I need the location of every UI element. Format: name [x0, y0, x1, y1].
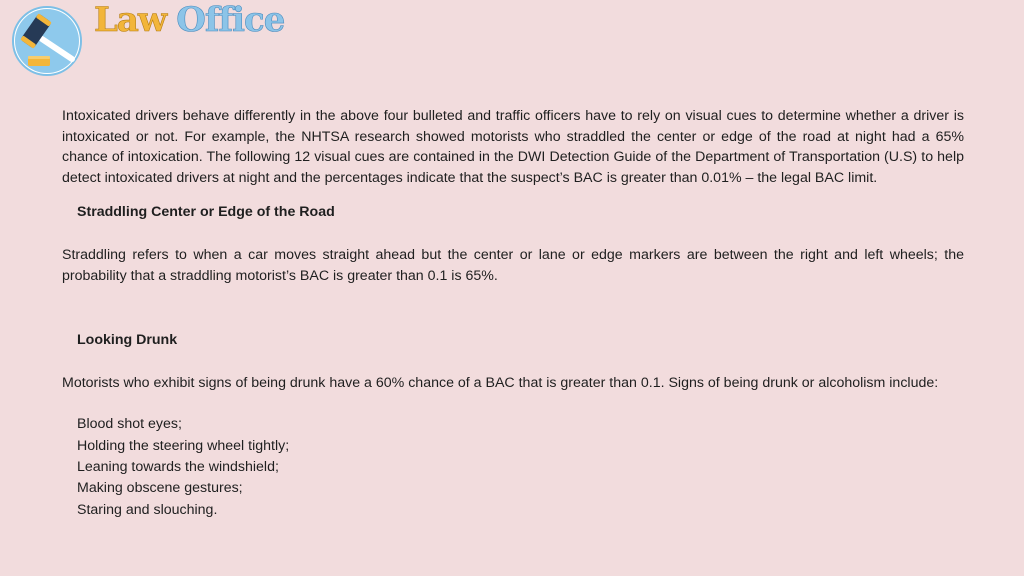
section-body-straddling: Straddling refers to when a car moves straight ahead but the center or lane or edge markers are between the right and left wheels; the probability that a straddling motorist’s BAC is greater than 0.1 is 65%.	[62, 246, 964, 284]
list-item: Holding the steering wheel tightly;	[77, 437, 290, 454]
section-heading-looking-drunk: Looking Drunk	[77, 332, 178, 349]
list-item: Making obscene gestures;	[77, 480, 243, 497]
list-item: Leaning towards the windshield;	[77, 458, 279, 475]
list-item: Staring and slouching.	[77, 501, 218, 518]
drunk-signs-list	[62, 414, 964, 520]
gavel-icon	[12, 1, 82, 79]
brand-title-law: Law	[94, 0, 167, 40]
section-heading-straddling: Straddling Center or Edge of the Road	[77, 204, 335, 221]
law-office-logo	[12, 1, 82, 79]
intro-paragraph: Intoxicated drivers behave differently in the above four bulleted and traffic officers have to rely on visual cues to determine whether a driver is intoxicated or not. For example, the NHTSA research showed motorists who straddled the center or edge of the road at night had a 65% chance of intoxication. The following 12 visual cues are contained in the DWI Detection Guide of the Department of Transportation (U.S) to help detect intoxicated drivers at night and the percentages indicate that the suspect’s BAC is greater than 0.01% – the legal BAC limit.	[62, 108, 964, 186]
article-content	[62, 106, 964, 521]
list-item: Blood shot eyes;	[77, 416, 182, 433]
brand-title-office: Office	[176, 0, 285, 40]
brand-title	[94, 0, 284, 40]
section-body-looking-drunk: Motorists who exhibit signs of being drunk have a 60% chance of a BAC that is greater than 0.1. Signs of being drunk or alcoholism include:	[62, 374, 939, 391]
